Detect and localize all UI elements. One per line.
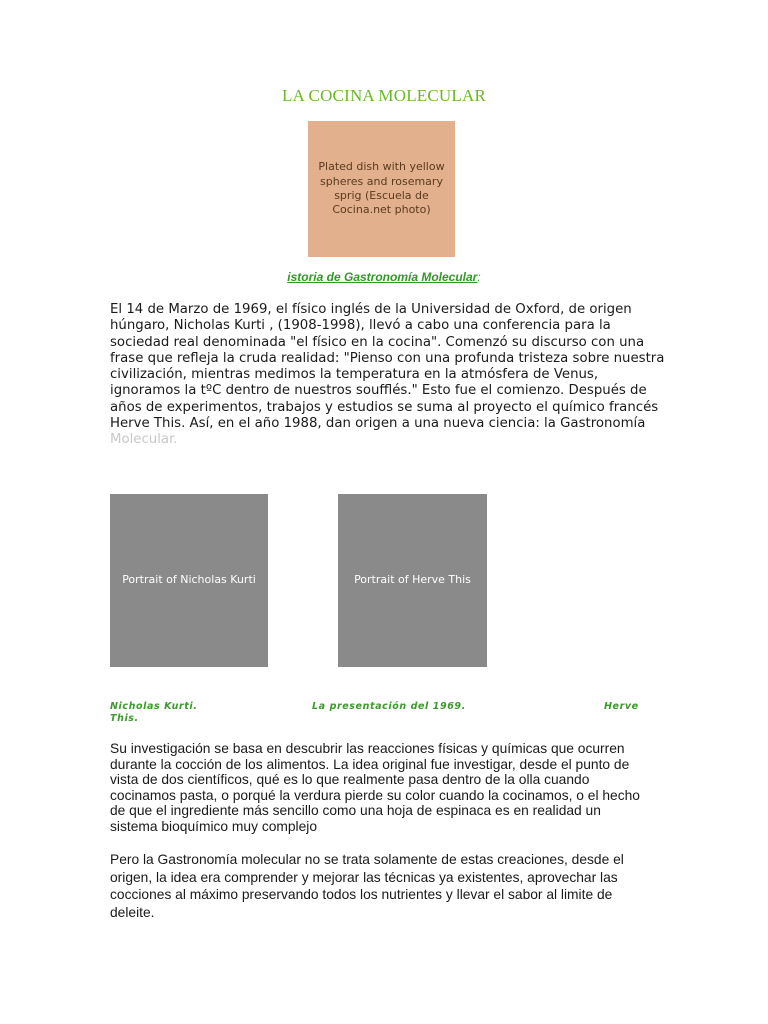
portrait-nicholas-kurti bbox=[110, 494, 268, 667]
section-heading-colon: : bbox=[477, 270, 481, 284]
page-title: LA COCINA MOLECULAR bbox=[281, 86, 487, 105]
intro-paragraph bbox=[110, 302, 666, 449]
history-link[interactable]: istoria de Gastronomía Molecular bbox=[287, 270, 478, 284]
body-paragraph-1: Su investigación se basa en descubrir las reacciones físicas y químicas que ocurren durante la cocción de los alimentos. La idea original fue investigar, desde el punto de vista de dos científicos, qué es lo que realmente pasa dentro de la olla cuando cocinamos pasta, o porqué la verdura pierde su color cuando la cocinamos, o el hecho de que el ingrediente más sencillo como una hoja de espinaca es en realidad un sistema bioquímico muy complejo bbox=[110, 741, 640, 834]
intro-faded-text: Molecular. bbox=[110, 432, 178, 448]
caption-herve: Herve bbox=[604, 701, 639, 712]
portrait-kurti-placeholder: Portrait of Nicholas Kurti bbox=[122, 573, 256, 587]
caption-kurti: Nicholas Kurti. bbox=[110, 701, 198, 712]
intro-text: El 14 de Marzo de 1969, el físico inglés de la Universidad de Oxford, de origen húngaro, Nicholas Kurti , (1908-1998), llevó a cabo una conferencia para la sociedad real denominada "el físico en la cocina". Comenzó su discurso con una frase que refleja la cruda realidad: "Pienso con una profunda tristeza sobre nuestra civilización, mientras medimos la temperatura en la atmósfera de Venus, ignoramos la tºC dentro de nuestros soufflés." Esto fue el comienzo. Después de años de experimentos, trabajos y estudios se suma al proyecto el químico francés Herve This. Así, en el año 1988, dan origen a una nueva ciencia: la Gastronomía bbox=[110, 302, 665, 432]
food-photo-placeholder: Plated dish with yellow spheres and rosemary sprig (Escuela de Cocina.net photo) bbox=[318, 160, 445, 217]
section-heading bbox=[0, 270, 768, 284]
portrait-herve-this bbox=[338, 494, 487, 667]
portrait-this-placeholder: Portrait of Herve This bbox=[354, 573, 471, 587]
food-photo bbox=[308, 121, 455, 257]
body-paragraph-2: Pero la Gastronomía molecular no se trata solamente de estas creaciones, desde el origen, la idea era comprender y mejorar las técnicas ya existentes, aprovechar las cocciones al máximo preservando todos los nutrientes y llevar el sabor al limite de deleite. bbox=[110, 852, 624, 920]
caption-presentation: La presentación del 1969. bbox=[312, 701, 466, 712]
caption-this: This. bbox=[110, 713, 139, 724]
